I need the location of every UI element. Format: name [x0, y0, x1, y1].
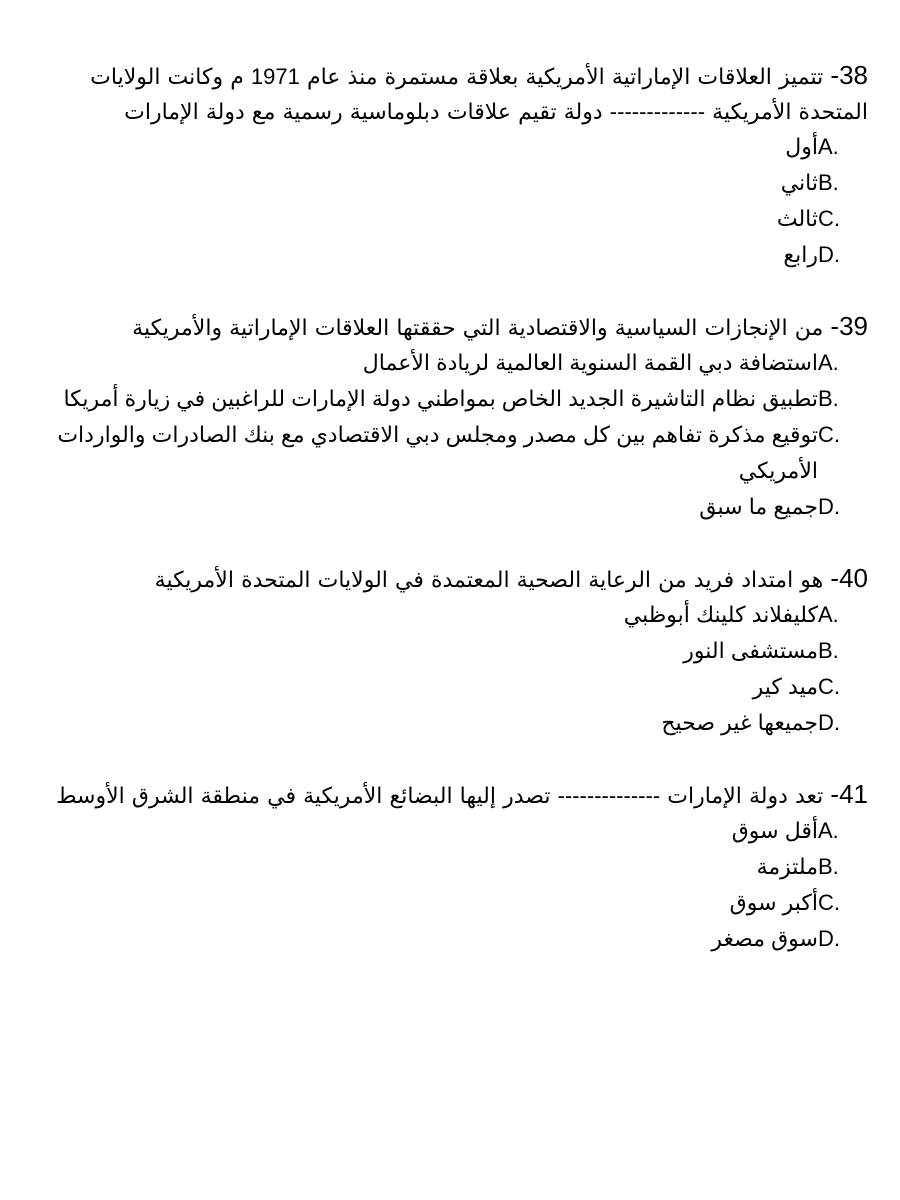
option-text: أقل سوق [731, 818, 818, 843]
option-a [40, 597, 868, 633]
option-letter: C. [818, 890, 840, 915]
option-letter: A. [818, 350, 839, 375]
option-d [40, 921, 868, 957]
question-41 [40, 777, 868, 957]
option-letter: B. [818, 638, 839, 663]
option-c [40, 669, 868, 705]
option-text: جميع ما سبق [699, 494, 818, 519]
question-number: 40- [830, 563, 868, 593]
question-stem [40, 58, 868, 129]
question-text: هو امتداد فريد من الرعاية الصحية المعتمدة في الولايات المتحدة الأمريكية [154, 567, 824, 592]
option-text: أول [785, 134, 818, 159]
option-b [40, 381, 868, 417]
option-letter: B. [818, 170, 839, 195]
option-d [40, 705, 868, 741]
option-letter: B. [818, 386, 839, 411]
option-b [40, 633, 868, 669]
option-b [40, 165, 868, 201]
option-a [40, 345, 868, 381]
option-text: استضافة دبي القمة السنوية العالمية لريادة الأعمال [362, 350, 818, 375]
option-letter: D. [818, 710, 840, 735]
option-text: سوق مصغر [711, 926, 818, 951]
question-39 [40, 309, 868, 525]
options-list [40, 813, 868, 957]
exam-page [40, 58, 868, 993]
options-list [40, 129, 868, 273]
option-letter: C. [818, 206, 840, 231]
option-letter: C. [818, 422, 840, 447]
option-text: ثاني [780, 170, 818, 195]
question-text: من الإنجازات السياسية والاقتصادية التي حققتها العلاقات الإماراتية والأمريكية [132, 315, 824, 340]
option-letter: A. [818, 818, 839, 843]
option-text: أكبر سوق [729, 890, 818, 915]
question-number: 39- [830, 311, 868, 341]
options-list [40, 345, 868, 525]
option-letter: C. [818, 674, 840, 699]
option-text: رابع [783, 242, 818, 267]
options-list [40, 597, 868, 741]
question-stem [40, 309, 868, 345]
option-c [40, 885, 868, 921]
option-letter: D. [818, 926, 840, 951]
option-text: ميد كير [752, 674, 818, 699]
option-text: توقيع مذكرة تفاهم بين كل مصدر ومجلس دبي الاقتصادي مع بنك الصادرات والواردات الأمريكي [57, 422, 818, 483]
option-a [40, 129, 868, 165]
option-d [40, 237, 868, 273]
option-letter: B. [818, 854, 839, 879]
option-a [40, 813, 868, 849]
question-40 [40, 561, 868, 741]
option-c [40, 201, 868, 237]
option-b [40, 849, 868, 885]
option-letter: A. [818, 602, 839, 627]
option-text: تطبيق نظام التاشيرة الجديد الخاص بمواطني دولة الإمارات للراغبين في زيارة أمريكا [63, 386, 818, 411]
option-text: ثالث [776, 206, 818, 231]
question-text: تعد دولة الإمارات -------------- تصدر إليها البضائع الأمريكية في منطقة الشرق الأوسط [56, 783, 824, 808]
option-text: مستشفى النور [683, 638, 818, 663]
option-letter: A. [818, 134, 839, 159]
option-letter: D. [818, 494, 840, 519]
option-text: كليفلاند كلينك أبوظبي [623, 602, 818, 627]
question-text: تتميز العلاقات الإماراتية الأمريكية بعلاقة مستمرة منذ عام 1971 م وكانت الولايات المتحدة الأمريكية ------------- دولة تقيم علاقات دبلوماسية رسمية مع دولة الإمارات [90, 64, 868, 124]
question-38 [40, 58, 868, 273]
question-number: 41- [830, 779, 868, 809]
option-d [40, 489, 868, 525]
question-number: 38- [830, 60, 868, 90]
option-text: جميعها غير صحيح [661, 710, 818, 735]
question-stem [40, 777, 868, 813]
question-stem [40, 561, 868, 597]
option-text: ملتزمة [756, 854, 818, 879]
option-letter: D. [818, 242, 840, 267]
option-c [40, 417, 868, 489]
